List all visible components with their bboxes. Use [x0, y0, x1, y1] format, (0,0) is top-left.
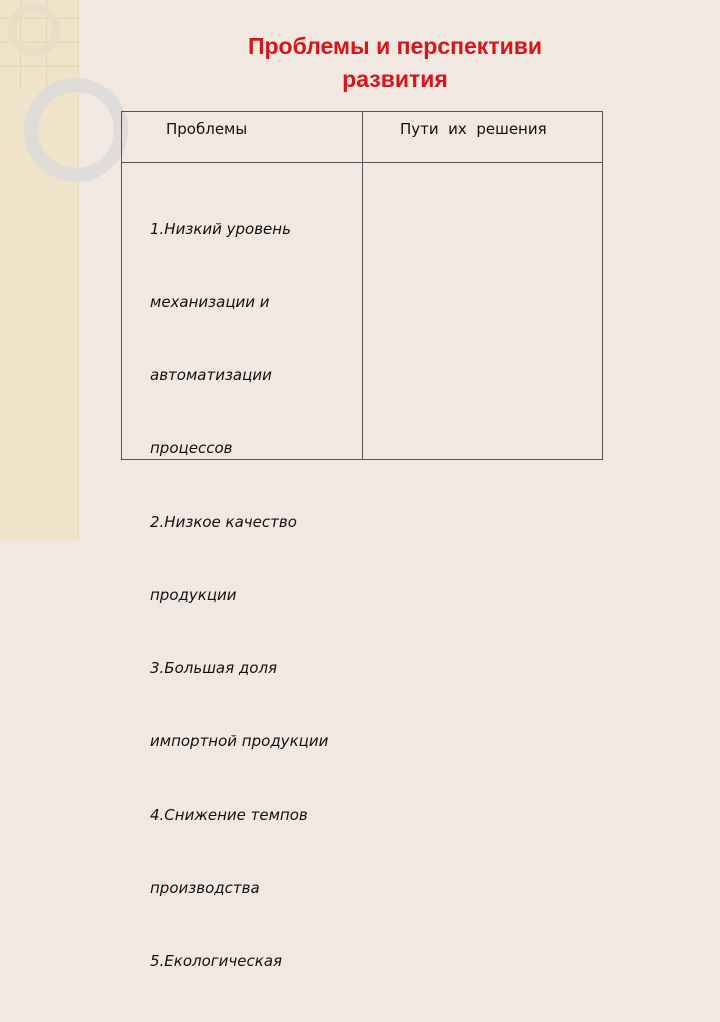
problem-line: производства	[150, 878, 260, 897]
slide-title-line-1: Проблемы и перспективи	[247, 33, 543, 59]
header-solutions: Пути их решения	[400, 120, 547, 138]
decorative-small-ring	[8, 4, 60, 56]
problem-line: импортной продукции	[150, 732, 329, 751]
slide-title-line-2: развития	[342, 66, 448, 92]
problem-line: 2.Низкое качество	[150, 512, 297, 531]
problem-line: 1.Низкий уровень	[150, 219, 291, 238]
problem-line: продукции	[150, 585, 237, 604]
problem-line: механизации и	[150, 293, 270, 312]
slide-title	[150, 30, 640, 96]
problem-line: процессов	[150, 439, 233, 458]
table-row-divider	[122, 162, 602, 163]
header-problems: Проблемы	[166, 120, 248, 138]
problem-line: 4.Снижение темпов	[150, 805, 308, 824]
problems-list	[150, 168, 360, 1022]
problem-line: автоматизации	[150, 366, 272, 385]
problem-line: 5.Екологическая	[150, 952, 283, 970]
problem-line: 3.Большая доля	[150, 659, 278, 678]
decorative-ring	[24, 78, 128, 182]
problems-solutions-table	[121, 111, 603, 970]
table-column-divider	[362, 112, 363, 459]
